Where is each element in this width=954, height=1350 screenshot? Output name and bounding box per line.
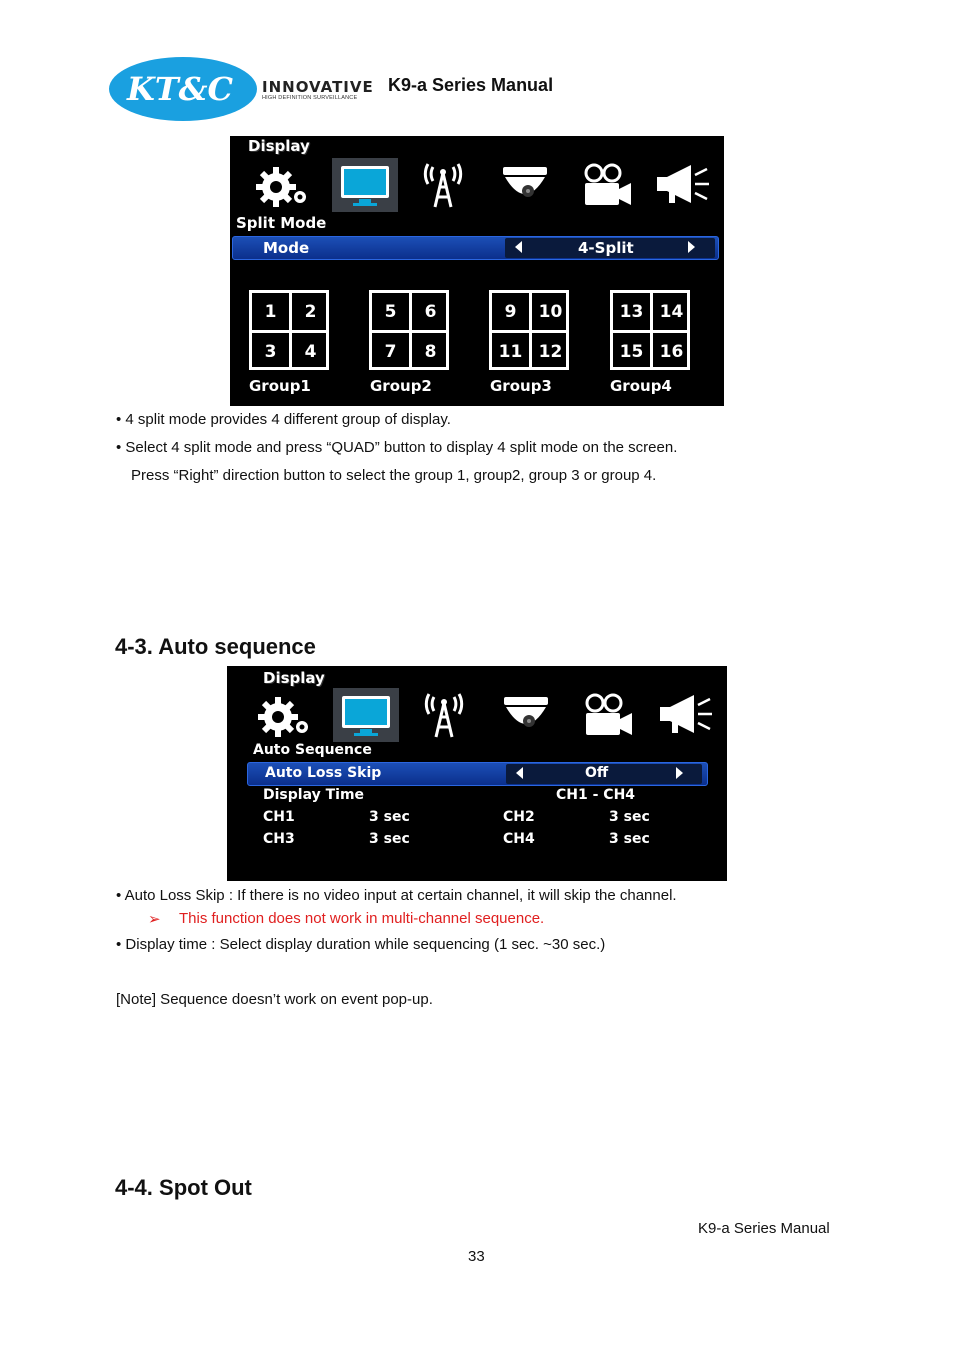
section-label: Auto Sequence (253, 742, 372, 758)
row-value: Off (585, 765, 609, 781)
display-time-range: CH1 - CH4 (556, 787, 636, 803)
page-number: 33 (468, 1248, 485, 1265)
auto-loss-skip-row[interactable] (247, 762, 708, 786)
bullet-split-groups: • 4 split mode provides 4 different group of display. (116, 411, 451, 428)
kt-c-logo (108, 56, 258, 122)
section-heading: 4-3. Auto sequence (115, 634, 316, 659)
right-arrow-icon[interactable] (688, 241, 695, 253)
mode-row[interactable] (232, 236, 719, 260)
bullet-auto-loss-skip: • Auto Loss Skip : If there is no video input at certain channel, it will skip the channel. (116, 887, 677, 904)
monitor-icon (332, 158, 398, 212)
channel-time[interactable]: 3 sec (609, 809, 650, 825)
monitor-icon (333, 688, 399, 742)
bullet-right-button: Press “Right” direction button to select the group 1, group2, group 3 or group 4. (131, 467, 657, 484)
group-label: Group4 (610, 377, 672, 395)
section-heading: 4-4. Spot Out (115, 1175, 252, 1200)
channel-label: CH2 (503, 809, 535, 825)
split-mode-screenshot (230, 136, 724, 406)
split-group-1: 1 2 3 4 (249, 290, 329, 370)
megaphone-icon (653, 688, 719, 742)
group-label: Group3 (490, 377, 552, 395)
split-group-2: 5 6 7 8 (369, 290, 449, 370)
warning-note: This function does not work in multi-channel sequence. (179, 910, 545, 927)
brand-name: INNOVATIVE (262, 78, 374, 96)
gear-icon (249, 158, 315, 212)
channel-label: CH3 (263, 831, 295, 847)
footer-title: K9-a Series Manual (698, 1220, 830, 1237)
channel-time[interactable]: 3 sec (369, 831, 410, 847)
screen-title: Display (263, 669, 325, 687)
arrow-bullet-icon: ➢ (148, 911, 161, 928)
brand-block (262, 80, 374, 102)
left-arrow-icon[interactable] (515, 241, 522, 253)
brand-tagline: HIGH DEFINITION SURVEILLANCE (262, 95, 358, 101)
channel-label: CH4 (503, 831, 535, 847)
auto-sequence-screenshot (227, 666, 727, 881)
channel-label: CH1 (263, 809, 295, 825)
antenna-tower-icon (410, 158, 476, 212)
gear-icon (251, 688, 317, 742)
display-time-label: Display Time (263, 787, 365, 803)
row-label: Auto Loss Skip (265, 765, 382, 781)
group-label: Group2 (370, 377, 432, 395)
left-arrow-icon[interactable] (516, 767, 523, 779)
video-camera-icon (575, 688, 641, 742)
row-value: 4-Split (578, 239, 634, 257)
bullet-display-time: • Display time : Select display duration while sequencing (1 sec. ~30 sec.) (116, 936, 606, 953)
video-camera-icon (574, 158, 640, 212)
antenna-tower-icon (411, 688, 477, 742)
split-group-4: 13 14 15 16 (610, 290, 690, 370)
megaphone-icon (650, 158, 716, 212)
row-label: Mode (263, 239, 310, 257)
screen-title: Display (248, 137, 310, 155)
dome-camera-icon (492, 158, 558, 212)
channel-time[interactable]: 3 sec (369, 809, 410, 825)
bullet-quad-button: • Select 4 split mode and press “QUAD” button to display 4 split mode on the screen. (116, 439, 678, 456)
note-text: [Note] Sequence doesn’t work on event pop-up. (116, 991, 433, 1008)
dome-camera-icon (493, 688, 559, 742)
split-group-3: 9 10 11 12 (489, 290, 569, 370)
group-label: Group1 (249, 377, 311, 395)
svg-text:KT&C: KT&C (127, 70, 233, 108)
channel-time[interactable]: 3 sec (609, 831, 650, 847)
section-label: Split Mode (236, 214, 327, 232)
right-arrow-icon[interactable] (676, 767, 683, 779)
header-title: K9-a Series Manual (388, 75, 554, 95)
